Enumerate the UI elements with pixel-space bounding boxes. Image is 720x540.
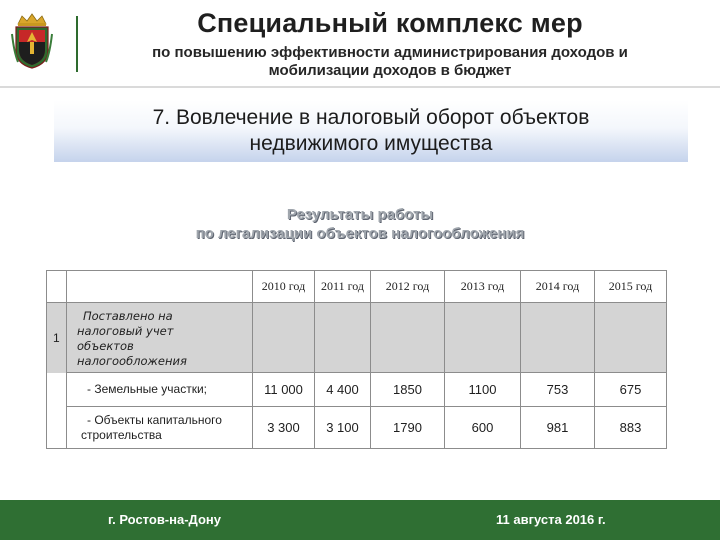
table-header-row	[47, 271, 667, 303]
year-header: 2010 год	[253, 271, 315, 303]
cell-value: 1100	[445, 373, 521, 407]
year-header: 2014 год	[521, 271, 595, 303]
cell-empty	[315, 303, 371, 373]
cell-value: 3 100	[315, 407, 371, 449]
cell-value: 981	[521, 407, 595, 449]
year-header: 2013 год	[445, 271, 521, 303]
table-row-category	[47, 303, 667, 373]
table-row	[47, 373, 667, 407]
section-banner	[54, 100, 688, 162]
cell-value: 1790	[371, 407, 445, 449]
row-label-line-1: - Объекты капитального	[87, 412, 222, 427]
year-header: 2015 год	[595, 271, 667, 303]
cell-value: 3 300	[253, 407, 315, 449]
page-subtitle	[90, 44, 690, 80]
cell-value: 4 400	[315, 373, 371, 407]
row-label	[67, 407, 253, 449]
results-table	[46, 270, 667, 449]
footer-location: г. Ростов-на-Дону	[108, 512, 221, 527]
cell-empty	[253, 303, 315, 373]
category-line-4: налогообложения	[77, 353, 187, 368]
results-line-2: по легализации объектов налогообложения	[195, 225, 525, 242]
banner-line-2: недвижимого имущества	[249, 132, 493, 155]
category-line-1: Поставлено на	[83, 308, 173, 323]
subtitle-line-2: мобилизации доходов в бюджет	[268, 62, 512, 79]
subtitle-line-1: по повышению эффективности администрирования доходов и	[152, 44, 628, 61]
year-header: 2012 год	[371, 271, 445, 303]
year-header: 2011 год	[315, 271, 371, 303]
row-number-spacer	[47, 407, 67, 449]
cell-value: 600	[445, 407, 521, 449]
cell-value: 11 000	[253, 373, 315, 407]
category-line-2: налоговый учет	[77, 323, 174, 338]
cell-value: 753	[521, 373, 595, 407]
row-label: - Земельные участки;	[67, 373, 253, 407]
category-label	[67, 303, 253, 373]
cell-empty	[371, 303, 445, 373]
category-line-3: объектов	[77, 338, 134, 353]
coat-of-arms-icon	[10, 12, 54, 70]
row-label-line-2: строительства	[81, 427, 162, 442]
cell-value: 883	[595, 407, 667, 449]
cell-value: 1850	[371, 373, 445, 407]
table-row	[47, 407, 667, 449]
footer-date: 11 августа 2016 г.	[496, 512, 606, 527]
header-rule	[0, 86, 720, 88]
results-line-1: Результаты работы	[286, 206, 434, 223]
banner-line-1: 7. Вовлечение в налоговый оборот объектов	[152, 106, 590, 129]
page-title: Специальный комплекс мер	[197, 8, 583, 38]
header-divider	[76, 16, 78, 72]
header-blank-num	[47, 271, 67, 303]
cell-value: 675	[595, 373, 667, 407]
cell-empty	[445, 303, 521, 373]
cell-empty	[595, 303, 667, 373]
row-number: 1	[47, 303, 67, 373]
cell-empty	[521, 303, 595, 373]
header-blank-label	[67, 271, 253, 303]
results-heading	[0, 205, 720, 243]
row-number-spacer	[47, 373, 67, 407]
